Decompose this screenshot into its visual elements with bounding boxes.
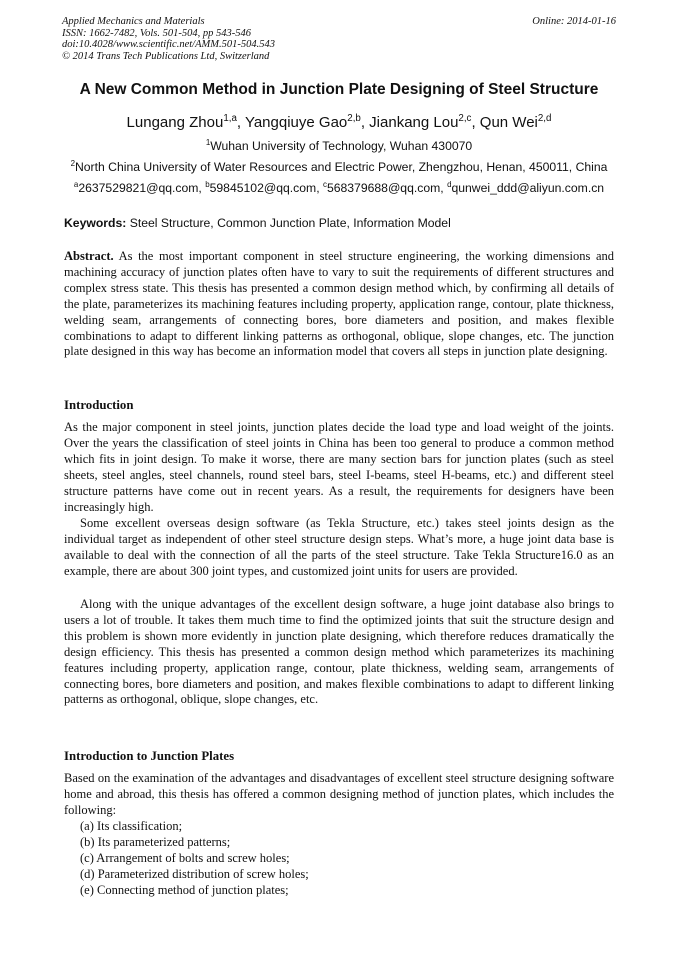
affiliation-text: Wuhan University of Technology, Wuhan 430070 <box>210 139 473 153</box>
junction-method-list <box>80 819 309 899</box>
email-superscript: d <box>447 179 452 189</box>
section-heading-introduction: Introduction <box>64 398 134 412</box>
author-separator: , <box>471 114 480 131</box>
affiliation-superscript: 1 <box>205 137 211 147</box>
intro-paragraph-1: As the major component in steel joints, junction plates decide the load type and load weight of the joints. Over the years the classification of steel joints in China has been too general to produce a common method which fits in joint design. To make it worse, there are many section bars for junction plates (such as steel sheets, steel angles, steel channels, round steel bars, steel I-beams, steel H-beams, etc.) and different steel structure patterns have come out in recent years. As a result, the requirements for designers have been increasingly high. <box>64 420 614 514</box>
affiliation-superscript: 2 <box>70 158 75 168</box>
author-name: Yangqiuye Gao <box>244 114 348 131</box>
list-item: (e) Connecting method of junction plates; <box>80 882 289 897</box>
keywords <box>64 216 451 230</box>
author-superscript: 2,c <box>458 113 472 124</box>
email-list <box>0 181 678 195</box>
list-item: (a) Its classification; <box>80 819 183 833</box>
email-address: 568379688@qq.com, <box>326 181 448 195</box>
online-date: Online: 2014-01-16 <box>532 16 616 27</box>
section-heading-junction-plates: Introduction to Junction Plates <box>64 749 235 763</box>
doi-line: doi:10.4028/www.scientific.net/AMM.501-504.543 <box>62 39 275 51</box>
author-superscript: 1,a <box>223 113 237 124</box>
email-address: qunwei_ddd@aliyun.com.cn <box>451 181 605 195</box>
list-item: (d) Parameterized distribution of screw holes; <box>80 866 309 881</box>
intro-paragraph-2: Some excellent overseas design software (as Tekla Structure, etc.) takes steel joints design as the individual target as independent of other steel structure design steps. What’s more, a huge joint data base is available to deal with the connection of all the parts of the steel structure. Take Tekla Structure16.0 as an example, there are about 300 joint types, and customized joint units for users are provided. <box>64 516 614 578</box>
email-address: 2637529821@qq.com, <box>78 181 206 195</box>
keywords-label: Keywords: <box>64 216 127 230</box>
journal-name: Applied Mechanics and Materials <box>62 16 205 27</box>
email-superscript: c <box>322 179 327 189</box>
author-separator: , <box>236 114 245 131</box>
abstract-paragraph <box>64 249 614 360</box>
keywords-text: Steel Structure, Common Junction Plate, Information Model <box>126 216 451 230</box>
junction-paragraph-1: Based on the examination of the advantages and disadvantages of excellent steel structure designing software home and abroad, this thesis has offered a common designing method of junction plates, which includes the following: <box>64 771 614 817</box>
author-superscript: 2,b <box>347 113 361 124</box>
abstract-text: As the most important component in steel structure engineering, the working dimensions and machining accuracy of junction plates often have to vary to suit the requirements of different structures and complex stress state. This thesis has presented a common design method which, by confirming all details of the plate, parameterizes its machining features including property, application range, contour, plate thickness, welding seam, arrangements of connecting bores, bore diameters and position, and makes flexible combinations to adapt to different linking patterns as orthogonal, oblique, slope changes, etc. The junction plate designed in this way has become an information model that covers all steps in junction plate designing. <box>64 249 614 359</box>
issn-line: ISSN: 1662-7482, Vols. 501-504, pp 543-546 <box>62 27 251 39</box>
affiliation-1 <box>0 139 678 153</box>
email-superscript: a <box>73 179 79 189</box>
list-item: (b) Its parameterized patterns; <box>80 834 231 849</box>
author-separator: , <box>360 114 370 131</box>
email-address: 59845102@qq.com, <box>209 181 323 195</box>
author-superscript: 2,d <box>537 113 552 124</box>
author-list <box>0 114 678 131</box>
abstract-label: Abstract. <box>64 249 114 263</box>
author-name: Lungang Zhou <box>126 114 224 131</box>
list-item: (c) Arrangement of bolts and screw holes; <box>80 850 290 865</box>
paper-title: A New Common Method in Junction Plate Designing of Steel Structure <box>79 81 599 98</box>
journal-header <box>62 16 616 62</box>
copyright-line: © 2014 Trans Tech Publications Ltd, Switzerland <box>62 50 270 62</box>
email-superscript: b <box>205 179 210 189</box>
intro-paragraph-3: Along with the unique advantages of the excellent design software, a huge joint database also brings to users a lot of trouble. It takes them much time to find the optimized joints that suit the structure design and this problem is shown more evidently in junction plate designing, which therefore reduces dramatically the design efficiency. This thesis has presented a common design method which parameterizes its machining features including property, application range, contour, plate thickness, welding seam, arrangements of connecting bores, bore diameters and position, and makes flexible combinations to adapt to different linking patterns as orthogonal, oblique, slope changes, etc. <box>64 597 614 707</box>
author-name: Jiankang Lou <box>369 114 459 131</box>
affiliation-text: North China University of Water Resources and Electric Power, Zhengzhou, Henan, 450011, China <box>74 160 608 174</box>
author-name: Qun Wei <box>479 114 538 131</box>
affiliation-2 <box>0 160 678 174</box>
